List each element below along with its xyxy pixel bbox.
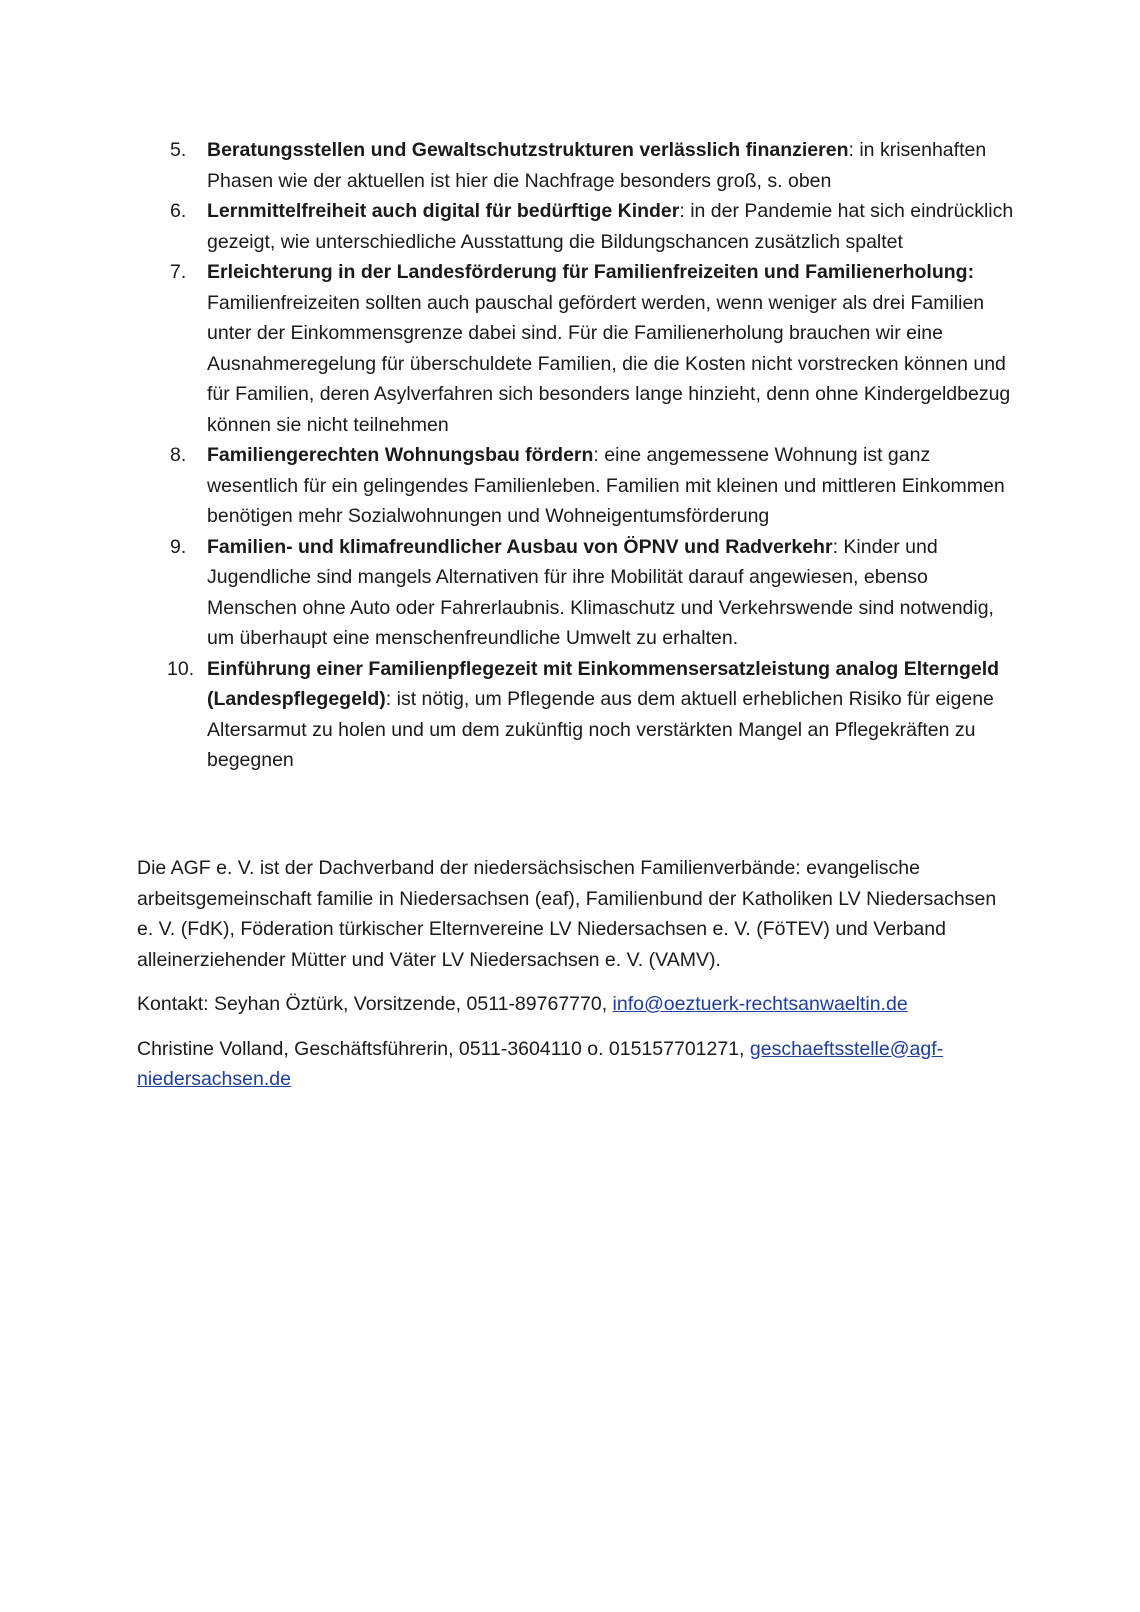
contact-office-email-link[interactable]: geschaeftsstelle@agf-niedersachsen.de (137, 1037, 944, 1090)
about-paragraph: Die AGF e. V. ist der Dachverband der niedersächsischen Familienverbände: evangelische arbeitsgemeinschaft familie in Niedersachsen (eaf), Familienbund der Katholiken LV Niedersachsen e. V. (FdK), Föderation türkischer Elternvereine LV Niedersachsen e. V. (FöTEV) und Verband alleinerziehender Mütter und Väter LV Niedersachsen e. V. (VAMV). (137, 857, 997, 971)
contact-office-text: Christine Volland, Geschäftsführerin, 0511-3604110 o. 015157701271, (137, 1037, 750, 1060)
contact-chair-email-link[interactable]: info@oeztuerk-rechtsanwaeltin.de (612, 993, 908, 1015)
list-item-number: 9. (170, 535, 187, 558)
list-item-lead: Beratungsstellen und Gewaltschutzstrukturen verlässlich finanzieren (207, 139, 849, 161)
list-item (160, 654, 1020, 776)
list-item (160, 135, 1020, 196)
list-item-lead: Einführung einer Familienpflegezeit mit Einkommensersatzleistung analog Elterngeld (Landespflegegeld) (207, 657, 1000, 710)
contact-line-office (137, 1034, 1017, 1095)
list-item-lead: Familiengerechten Wohnungsbau fördern (207, 444, 594, 466)
list-item-number: 5. (170, 139, 187, 161)
footer-section (137, 853, 1017, 1109)
demands-list (160, 135, 1020, 776)
list-item-lead: Erleichterung in der Landesförderung für Familienfreizeiten und Familienerholung: (207, 261, 975, 283)
list-item-text: : in krisenhaften Phasen wie der aktuellen ist hier die Nachfrage besonders groß, s. oben (207, 139, 987, 192)
list-item-text: : eine angemessene Wohnung ist ganz wesentlich für ein gelingendes Familienleben. Familien mit kleinen und mittleren Einkommen benötigen mehr Sozialwohnungen und Wohneigentumsförderung (207, 444, 1005, 527)
contact-line-chair (137, 989, 1017, 1020)
list-item-number: 8. (170, 444, 187, 466)
list-item (160, 196, 1020, 257)
list-item-number: 6. (170, 200, 187, 222)
list-item-lead: Familien- und klimafreundlicher Ausbau von ÖPNV und Radverkehr (207, 535, 833, 558)
list-item (160, 440, 1020, 532)
list-item (160, 532, 1020, 654)
list-item-text: : Kinder und Jugendliche sind mangels Alternativen für ihre Mobilität darauf angewiesen, ebenso Menschen ohne Auto oder Fahrerlaubnis. Klimaschutz und Verkehrswende sind notwendig, um überhaupt eine menschenfreundliche Umwelt zu erhalten. (207, 535, 994, 649)
list-item-text: : in der Pandemie hat sich eindrücklich gezeigt, wie unterschiedliche Ausstattung die Bildungschancen zusätzlich spaltet (207, 200, 1014, 253)
list-item-lead: Lernmittelfreiheit auch digital für bedürftige Kinder (207, 200, 680, 222)
list-item-text: : ist nötig, um Pflegende aus dem aktuell erheblichen Risiko für eigene Altersarmut zu holen und um dem zukünftig noch verstärkten Mangel an Pflegekräften zu begegnen (207, 688, 994, 771)
list-item (160, 257, 1020, 440)
list-item-text: Familienfreizeiten sollten auch pauschal gefördert werden, wenn weniger als drei Familien unter der Einkommensgrenze dabei sind. Für die Familienerholung brauchen wir eine Ausnahmeregelung für überschuldete Familien, die die Kosten nicht vorstrecken können und für Familien, deren Asylverfahren sich besonders lange hinzieht, denn ohne Kindergeldbezug können sie nicht teilnehmen (207, 291, 1011, 436)
list-item-number: 10. (167, 657, 195, 680)
list-item-number: 7. (170, 261, 187, 283)
contact-chair-text: Kontakt: Seyhan Öztürk, Vorsitzende, 0511-89767770, (137, 993, 613, 1015)
